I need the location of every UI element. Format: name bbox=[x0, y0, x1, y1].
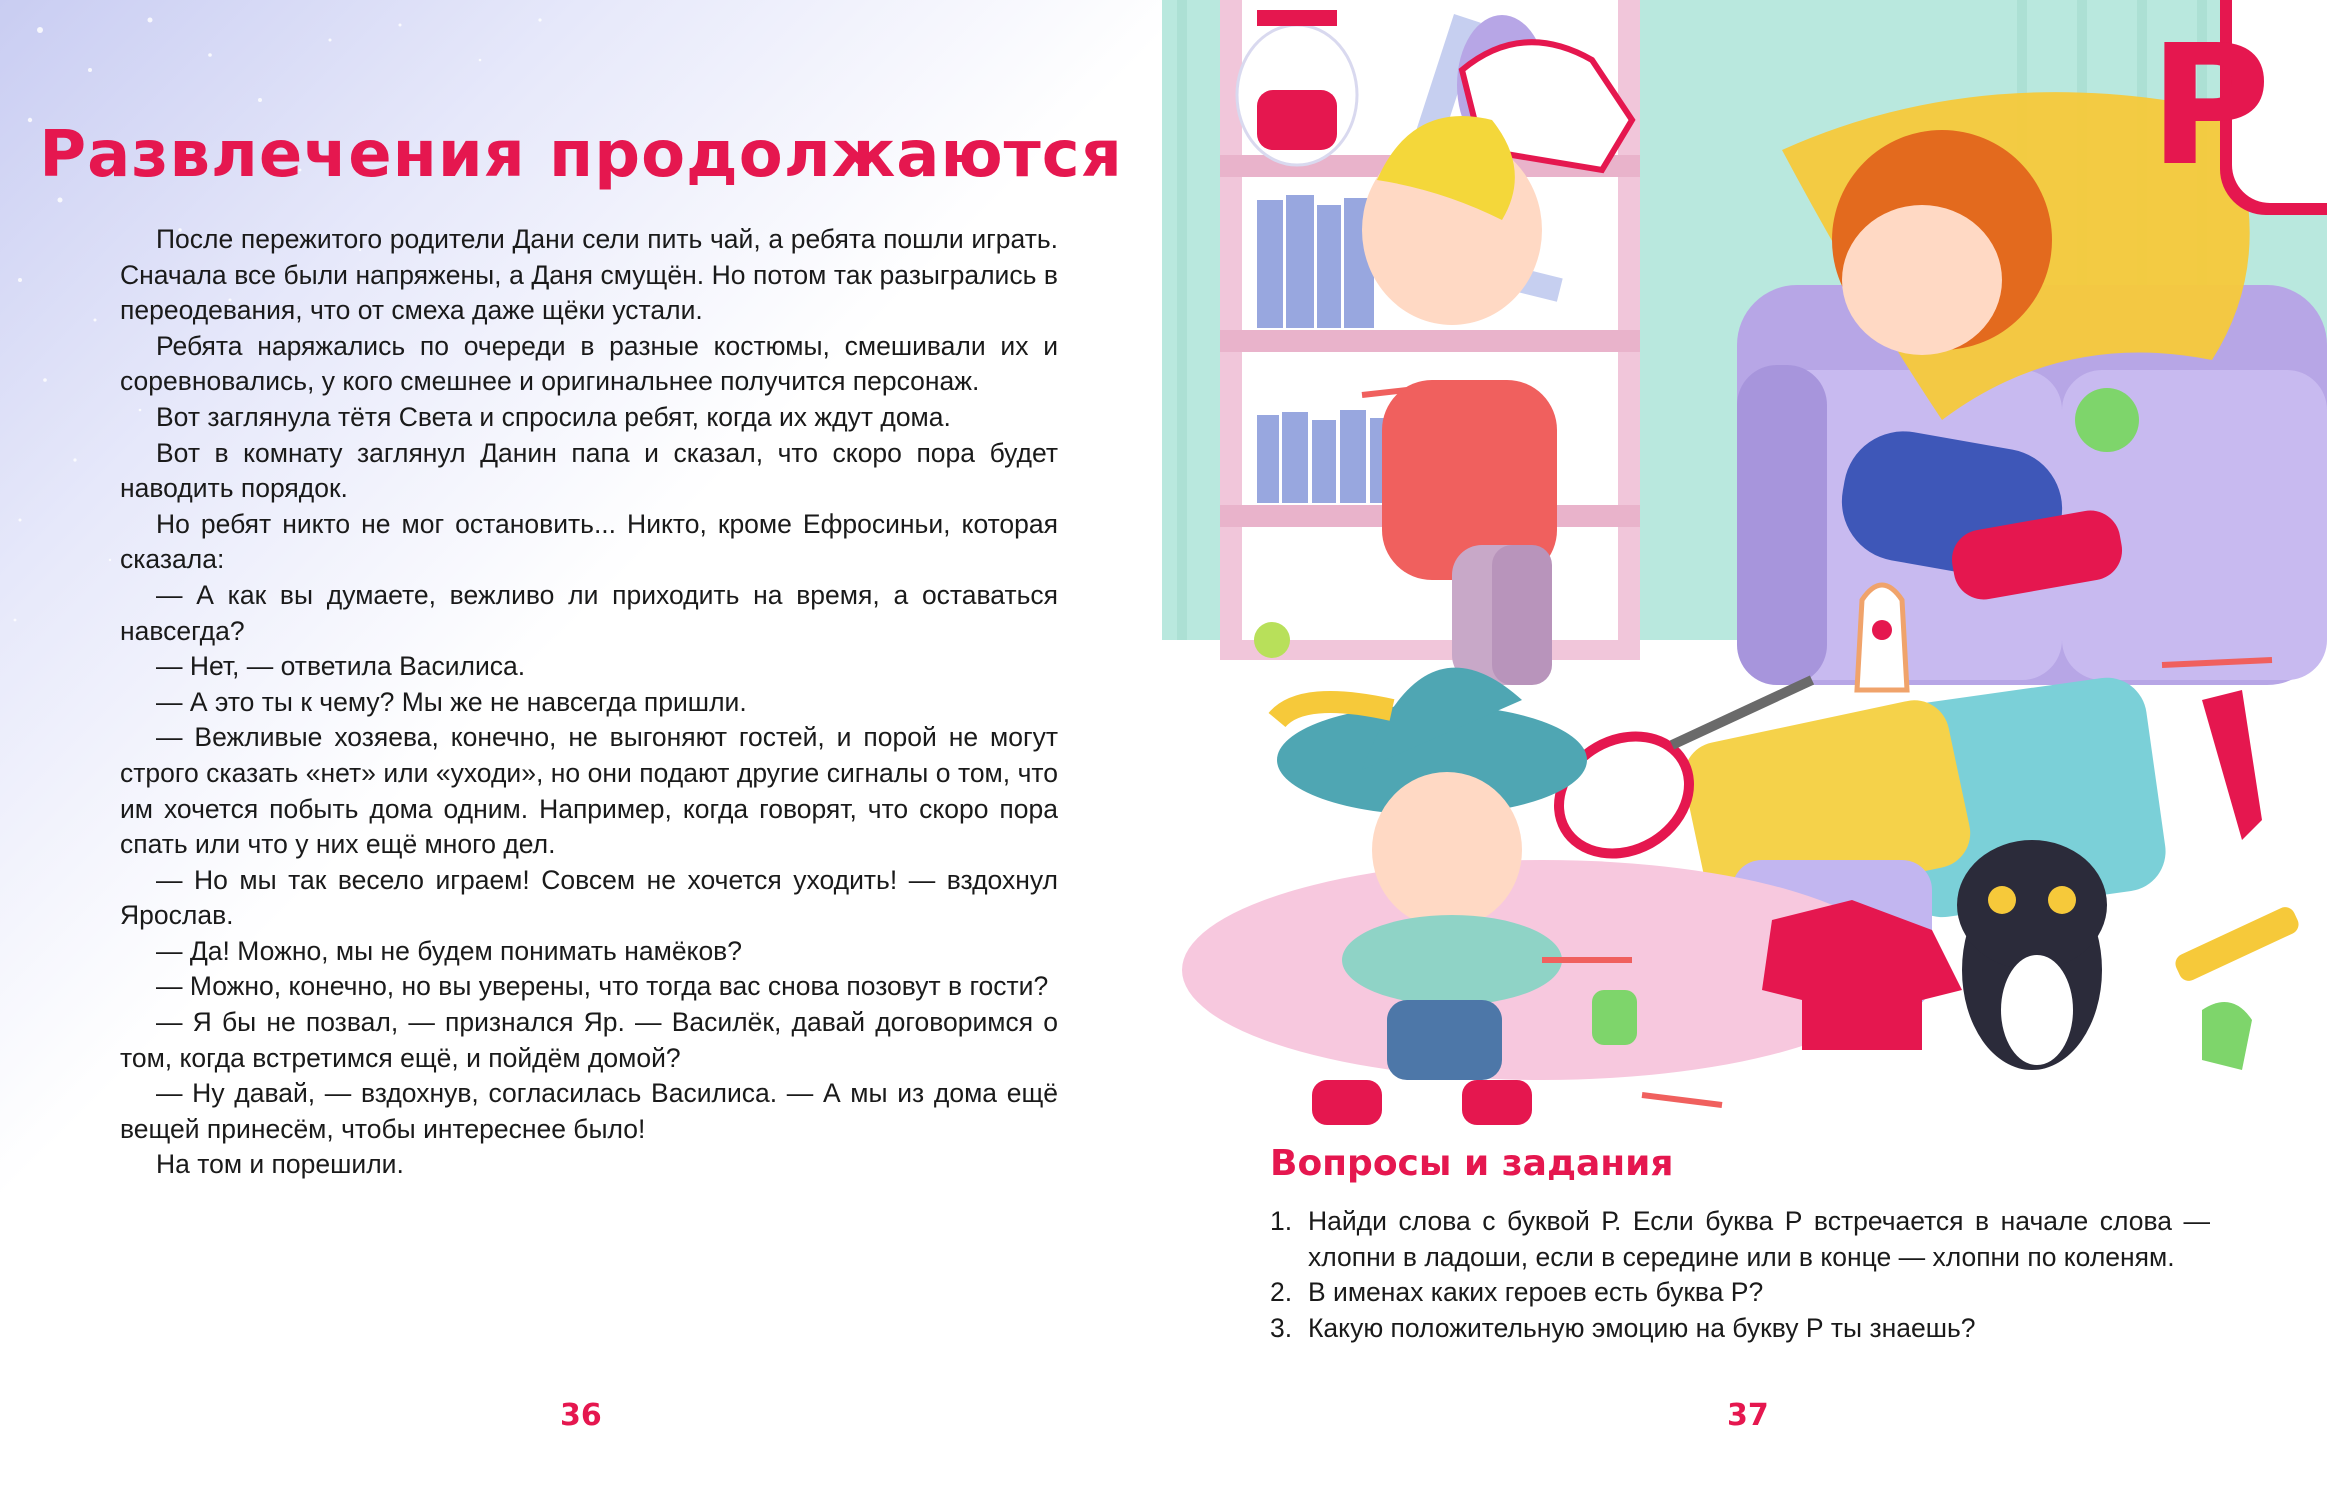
sock bbox=[1592, 990, 1637, 1045]
question-text: Какую положительную эмоцию на букву Р ты знаешь? bbox=[1308, 1312, 1976, 1343]
story-text bbox=[120, 222, 1058, 1183]
question-number: 3. bbox=[1270, 1312, 1293, 1343]
question-item bbox=[1270, 1275, 2210, 1311]
paragraph: Но ребят никто не мог остановить... Никто, кроме Ефросиньи, которая сказала: bbox=[120, 508, 1058, 575]
page-number-left: 36 bbox=[560, 1398, 602, 1433]
tennis-ball bbox=[1254, 622, 1290, 658]
paragraph: — А это ты к чему? Мы же не навсегда пришли. bbox=[156, 686, 747, 717]
chapter-letter: Р bbox=[2149, 10, 2271, 203]
paragraph: Вот в комнату заглянул Данин папа и сказал, что скоро пора будет наводить порядок. bbox=[120, 437, 1058, 504]
toy-rocket bbox=[1857, 585, 1907, 690]
questions-list bbox=[1270, 1204, 2210, 1346]
paragraph: Вот заглянула тётя Света и спросила ребят, когда их ждут дома. bbox=[156, 401, 951, 432]
question-text: Найди слова с буквой Р. Если буква Р встречается в начале слова — хлопни в ладоши, если в середине или в конце — хлопни по коленям. bbox=[1308, 1206, 2210, 1272]
paragraph: — Нет, — ответила Василиса. bbox=[156, 651, 526, 682]
page-number-right: 37 bbox=[1727, 1398, 1769, 1433]
paragraph: — Я бы не позвал, — признался Яр. — Василёк, давай договоримся о том, когда встретимся ещё, и пойдём домой? bbox=[120, 1007, 1058, 1073]
cat-in-mask bbox=[1957, 840, 2107, 1070]
paragraph: — А как вы думаете, вежливо ли приходить на время, а оставаться навсегда? bbox=[120, 579, 1058, 646]
question-text: В именах каких героев есть буква Р? bbox=[1308, 1277, 1764, 1308]
paragraph: — Вежливые хозяева, конечно, не выгоняют гостей, и порой не могут строго сказать «нет» или «уходи», но они подают другие сигналы о том, что им хочется побыть дома одним. Например, когда говорят, что скоро пора спать или что у них ещё много дел. bbox=[120, 722, 1058, 860]
page-title: Развлечения продолжаются bbox=[39, 118, 1123, 192]
question-number: 1. bbox=[1270, 1206, 1293, 1236]
paragraph: — Но мы так весело играем! Совсем не хочется уходить! — вздохнул Ярослав. bbox=[120, 864, 1058, 931]
question-number: 2. bbox=[1270, 1277, 1293, 1308]
paragraph: — Да! Можно, мы не будем понимать намёков? bbox=[156, 935, 743, 966]
paragraph: Ребята наряжались по очереди в разные костюмы, смешивали их и соревновались, у кого смешнее и оригинальнее получится персонаж. bbox=[120, 330, 1058, 397]
left-page bbox=[0, 0, 1162, 1506]
question-item bbox=[1270, 1311, 2210, 1347]
questions-title: Вопросы и задания bbox=[1270, 1143, 1674, 1184]
paragraph: — Ну давай, — вздохнув, согласилась Василиса. — А мы из дома ещё вещей принесём, чтобы интереснее было! bbox=[120, 1078, 1058, 1144]
paragraph: После пережитого родители Дани сели пить чай, а ребята пошли играть. Сначала все были напряжены, а Даня смущён. Но потом так разыгрались в переодевания, что от смеха даже щёки устали. bbox=[120, 224, 1058, 326]
question-item bbox=[1270, 1204, 2210, 1275]
paragraph: — Можно, конечно, но вы уверены, что тогда вас снова позовут в гости? bbox=[156, 971, 1049, 1002]
paragraph: На том и порешили. bbox=[156, 1149, 404, 1180]
